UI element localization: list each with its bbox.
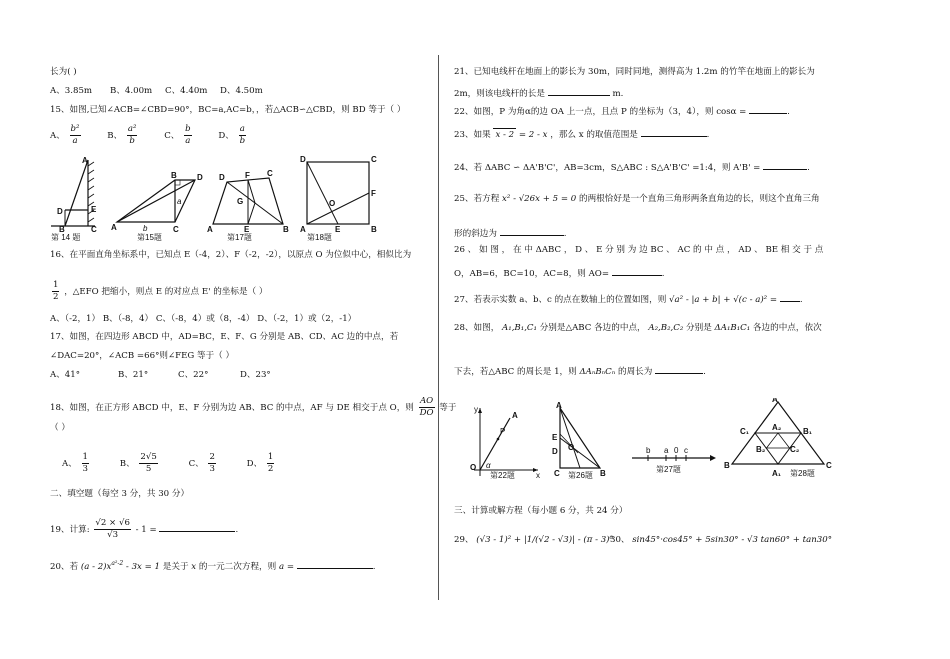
q19-label: 19、计算:	[50, 525, 90, 535]
q17-option-a: A、41°	[50, 370, 81, 380]
svg-text:E: E	[335, 225, 341, 234]
svg-text:A: A	[111, 223, 117, 232]
svg-text:第28题: 第28题	[790, 469, 815, 478]
q23-radical: x - 2	[495, 130, 515, 140]
svg-text:第15题: 第15题	[137, 233, 162, 242]
q25-answer-blank[interactable]	[500, 226, 564, 236]
q18-a-frac: $\frac{1}{3}$	[82, 452, 89, 474]
q21-line2-text: 2m，则该电线杆的长是	[454, 89, 545, 99]
svg-text:C: C	[554, 469, 560, 478]
q15-options	[50, 124, 248, 147]
q27: 27、若表示实数 a、b、c 的点在数轴上的位置如图，则 √a² - |a + b| + √(c - a)² = .	[454, 292, 803, 306]
q26-text: 26 、 如 图 ， 在 中 ΔABC ， D 、 E 分 别 为 边 BC 、 AC 的 中 点 ， AD 、 BE 相 交 于 点	[454, 245, 824, 255]
q20-tail: 的一元二次方程，则	[198, 561, 277, 572]
svg-text:D: D	[219, 173, 225, 182]
section-2-title: 二、填空题（每空 3 分，共 30 分）	[50, 489, 190, 499]
svg-text:B₁: B₁	[803, 427, 813, 436]
svg-text:α: α	[486, 461, 491, 470]
q27-answer-blank[interactable]	[780, 292, 800, 302]
svg-text:E: E	[91, 205, 97, 214]
svg-text:b: b	[646, 446, 651, 455]
q16-options: A、（-2，1） B、（-8，4） C、（-8，4）或（8，-4） D、（-2，1）或（2，-1）	[50, 314, 357, 324]
svg-text:F: F	[371, 189, 376, 198]
q18-text	[50, 396, 457, 419]
svg-text:B: B	[600, 469, 606, 478]
q20-var-x: x	[191, 561, 197, 572]
q24: 24、若 ΔABC ∽ ΔA'B'C'，AB=3cm，S△ABC : S△A'B'C' =1:4，则 A'B' = .	[454, 160, 810, 174]
left-column	[0, 0, 457, 659]
q18-c-label: C、	[188, 459, 204, 469]
q28-points-1: A₁,B₁,C₁	[502, 323, 537, 333]
svg-text:E: E	[552, 433, 558, 442]
q28-text-3: 各边的中点，依次	[752, 323, 822, 333]
q15-b-label: B、	[107, 131, 123, 141]
svg-text:C: C	[826, 461, 832, 470]
q20-label: 20、若	[50, 561, 79, 572]
q23-label: 23、如果	[454, 130, 491, 140]
svg-text:D: D	[57, 207, 63, 216]
svg-text:C₁: C₁	[740, 427, 750, 436]
figures-14-18	[45, 152, 385, 244]
svg-text:D: D	[197, 173, 203, 182]
q20: 20、若 $(a - 2)x^{a^2-2} - 3x = 1$ 是关于 x 的一元二次方程，则 a = .	[50, 560, 376, 572]
q28-line2-tail: 的周长为	[617, 367, 653, 377]
q16-line2-text: ，△EFO 把缩小，则点 E 的对应点 E' 的坐标是（ ）	[64, 287, 268, 297]
q15-d-frac: $\frac{a}{b}$	[239, 124, 246, 146]
svg-text:x: x	[536, 471, 540, 480]
q29-label: 29、	[454, 535, 474, 545]
svg-text:F: F	[245, 171, 250, 180]
q26-line2-text: O，AB=6，BC=10，AC=8，则 AO=	[454, 269, 610, 279]
q19-tail: - 1 =	[135, 525, 157, 535]
svg-text:A: A	[512, 411, 518, 420]
q20-answer-blank[interactable]	[297, 559, 373, 569]
svg-text:c: c	[684, 446, 688, 455]
figures-22-28	[460, 398, 855, 480]
q28-text-1: 分别是△ABC 各边的中点，	[539, 323, 646, 333]
q14-option-d: D、4.50m	[220, 86, 263, 96]
svg-text:A₂: A₂	[772, 423, 782, 432]
q28-triangle-1: ΔA₁B₁C₁	[714, 323, 751, 333]
svg-text:A: A	[207, 225, 213, 234]
svg-text:0: 0	[674, 446, 679, 455]
q28-triangle-n: ΔAₙBₙCₙ	[579, 367, 616, 377]
svg-text:A: A	[772, 398, 778, 404]
q20-a-eq: a =	[278, 561, 295, 572]
q21-answer-blank[interactable]	[548, 86, 610, 96]
q17-option-d: D、23°	[240, 370, 271, 380]
q22: 22、如图，P 为角α的边 OA 上一点，且点 P 的坐标为（3，4），则 cosα = .	[454, 104, 790, 118]
q14-option-b: B、4.00m	[110, 86, 153, 96]
q30-label: 30、	[610, 535, 630, 545]
q15-a-frac: $\frac{\text{b²}}{a}$	[70, 124, 80, 146]
q18-paren: （ ）	[50, 423, 70, 433]
q15-a-label: A、	[50, 131, 65, 141]
q21-line2	[454, 86, 623, 100]
q28-line2-text: 下去，若△ABC 的周长是 1，则	[454, 367, 577, 377]
q18-b-label: B、	[119, 459, 135, 469]
svg-text:B₂: B₂	[756, 445, 766, 454]
svg-text:B: B	[59, 225, 65, 234]
q25-line2: 形的斜边为 .	[454, 226, 566, 240]
svg-text:G: G	[237, 197, 244, 206]
q14-option-c: C、4.40m	[165, 86, 208, 96]
q28-label: 28、如图，	[454, 323, 500, 333]
svg-text:E: E	[244, 225, 250, 234]
q16-ratio: $\frac{1}{2}$	[53, 280, 59, 302]
svg-text:B: B	[283, 225, 289, 234]
q18-c-frac: $\frac{2}{3}$	[209, 452, 215, 474]
q18-a-label: A、	[62, 459, 77, 469]
q24-answer-blank[interactable]	[763, 160, 807, 170]
q21-unit: m.	[612, 89, 624, 99]
q18-ratio: $\frac{AO}{DO}$	[419, 396, 434, 418]
svg-text:第17题: 第17题	[227, 233, 252, 242]
svg-text:A₁: A₁	[772, 469, 782, 478]
q25-tail: 的两根恰好是一个直角三角形两条直角边的长，则这个直角三角	[578, 194, 820, 204]
svg-text:O: O	[470, 463, 477, 472]
q30-expression: sin45°·cos45° + 5sin30° - √3 tan60° + tan30°	[632, 535, 833, 545]
svg-text:C₂: C₂	[790, 445, 800, 454]
figure-26	[552, 401, 606, 480]
q19-answer-blank[interactable]	[159, 522, 235, 532]
svg-text:A: A	[82, 156, 88, 165]
q16-line2	[50, 280, 268, 303]
q18-d-frac: $\frac{1}{2}$	[267, 452, 274, 474]
q27-text: 27、若表示实数 a、b、c 的点在数轴上的位置如图，则	[454, 295, 667, 305]
svg-text:C: C	[91, 225, 97, 234]
column-divider	[438, 55, 439, 600]
figure-18	[300, 155, 377, 242]
q28-points-2: A₂,B₂,C₂	[648, 323, 684, 333]
q23-mid: = 2 - x	[518, 130, 548, 140]
svg-text:B: B	[724, 461, 730, 470]
svg-text:C: C	[173, 225, 179, 234]
q28-answer-blank[interactable]	[655, 364, 703, 374]
right-column	[440, 0, 950, 659]
q28-text-2: 分别是	[686, 323, 712, 333]
q24-text: 24、若 ΔABC ∽ ΔA'B'C'，AB=3cm，S△ABC : S△A'B'C' =1:4，则 A'B' =	[454, 163, 761, 173]
q17-text: 17、如图，在四边形 ABCD 中，AD=BC，E、F、G 分别是 AB、CD、AC 边的中点，若	[50, 332, 399, 342]
svg-text:第22题: 第22题	[490, 471, 515, 480]
q25-line2-text: 形的斜边为	[454, 229, 497, 239]
q21-text: 21、已知电线杆在地面上的影长为 30m，同时同地，测得高为 1.2m 的竹竿在地面上的影长为	[454, 67, 815, 77]
svg-text:A: A	[300, 225, 306, 234]
figure-15	[111, 171, 203, 242]
svg-text:C: C	[267, 169, 273, 178]
figure-14	[51, 156, 97, 242]
q18-options	[62, 452, 276, 475]
q25	[454, 193, 820, 205]
svg-text:a: a	[177, 197, 182, 206]
q14-tail: 长为( )	[50, 67, 77, 77]
svg-text:O: O	[329, 199, 336, 208]
q30	[610, 534, 832, 546]
figure-27	[632, 446, 716, 474]
svg-text:a: a	[664, 446, 669, 455]
q23-answer-blank[interactable]	[641, 127, 707, 137]
svg-text:y: y	[474, 405, 478, 414]
q18-tail: 等于	[439, 403, 457, 413]
svg-text:b: b	[143, 224, 148, 233]
q16-text: 16、在平面直角坐标系中，已知点 E（-4，2）、F（-2，-2），以原点 O 为位似中心，相似比为	[50, 250, 412, 260]
svg-text:B: B	[371, 225, 377, 234]
q23-tail: ，那么 x 的取值范围是	[550, 130, 638, 140]
q18-b-frac: $\frac{2√5}{5}$	[140, 452, 157, 474]
figure-22	[470, 405, 540, 480]
svg-text:A: A	[556, 401, 562, 410]
q15-c-frac: $\frac{b}{a}$	[185, 124, 191, 146]
q28	[454, 322, 822, 334]
q17-option-b: B、21°	[118, 370, 149, 380]
q20-equation: $(a - 2)x^{a^2-2} - 3x = 1$	[80, 560, 161, 572]
q14-option-a: A、3.85m	[50, 86, 93, 96]
q29-expression: (√3 - 1)² + |1/(√2 - √3)| - (π - 3)⁰	[476, 535, 613, 545]
q26-line2: O，AB=6，BC=10，AC=8，则 AO= .	[454, 266, 665, 280]
svg-text:C: C	[371, 155, 377, 164]
q25-label: 25、若方程	[454, 194, 500, 204]
figure-17	[207, 169, 289, 242]
q22-text: 22、如图，P 为角α的边 OA 上一点，且点 P 的坐标为（3，4），则 cosα =	[454, 107, 747, 117]
q15-d-label: D、	[218, 131, 234, 141]
q23: 23、如果 x - 2 = 2 - x ，那么 x 的取值范围是 .	[454, 127, 709, 141]
q19-frac: $\frac{√2 \times √6}{√3}$	[95, 518, 130, 540]
q18-text-main: 18、如图，在正方形 ABCD 中，E、F 分别为边 AB、BC 的中点，AF 与 DE 相交于点 O，则	[50, 403, 414, 413]
figure-28	[724, 398, 832, 478]
svg-text:第18题: 第18题	[307, 233, 332, 242]
svg-text:D: D	[300, 155, 306, 164]
svg-text:第26题: 第26题	[568, 471, 593, 480]
q20-mid: 是关于	[162, 561, 189, 572]
q26-answer-blank[interactable]	[612, 266, 662, 276]
q28-line2: 下去，若△ABC 的周长是 1，则 ΔAₙBₙCₙ 的周长为 .	[454, 364, 706, 378]
svg-text:第27题: 第27题	[656, 465, 681, 474]
q25-equation: x² - √26x + 5 = 0	[502, 194, 577, 204]
q22-answer-blank[interactable]	[749, 104, 787, 114]
svg-text:D: D	[552, 447, 558, 456]
q27-expression: √a² - |a + b| + √(c - a)² =	[669, 295, 778, 305]
q15-c-label: C、	[164, 131, 180, 141]
svg-text:P: P	[500, 427, 506, 436]
svg-text:B: B	[171, 171, 177, 180]
section-3-title: 三、计算或解方程（每小题 6 分，共 24 分）	[454, 506, 628, 516]
q19: 19、计算: $\frac{√2 \times √6}{√3}$ - 1 = .	[50, 518, 239, 540]
q15-text: 15、如图,已知∠ACB=∠CBD=90°，BC=a,AC=b，，若△ACB∽△CBD，则 BD 等于（ ）	[50, 105, 406, 115]
q15-b-frac: $\frac{\text{a²}}{b}$	[127, 124, 137, 146]
q29	[454, 534, 613, 546]
q18-d-label: D、	[246, 459, 263, 469]
svg-text:O: O	[568, 443, 575, 452]
q17-option-c: C、22°	[178, 370, 209, 380]
q17-line2: ∠DAC=20°，∠ACB =66°则∠FEG 等于（ ）	[50, 351, 235, 361]
svg-text:第 14 题: 第 14 题	[51, 233, 81, 242]
